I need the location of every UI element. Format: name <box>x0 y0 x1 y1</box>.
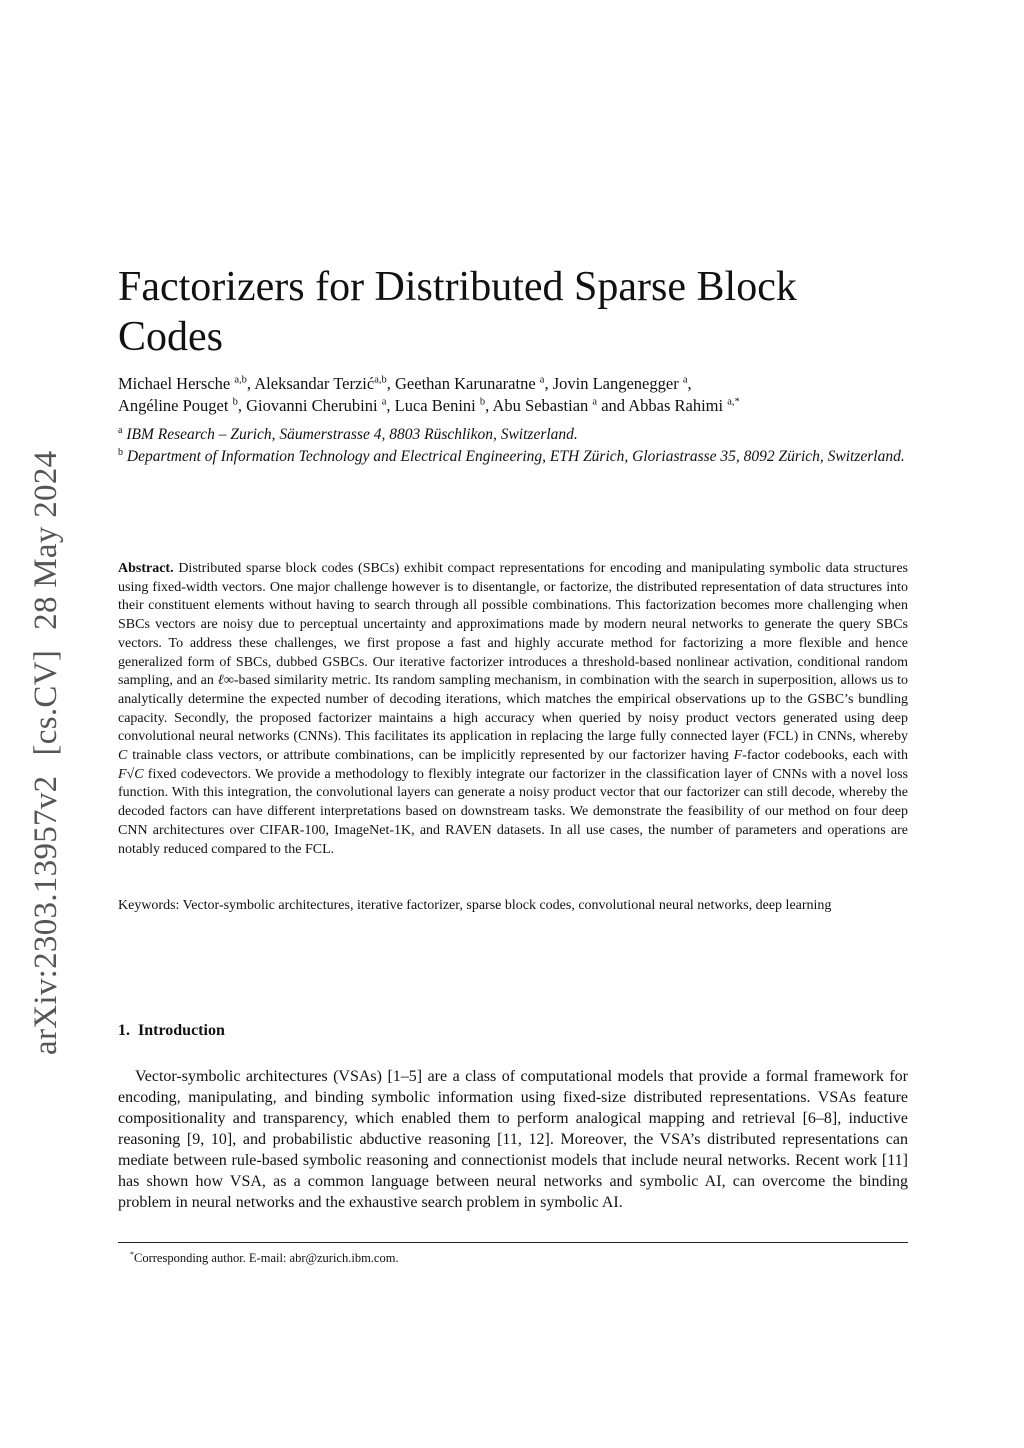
author-line-1 <box>118 373 908 395</box>
section-number: 1. <box>118 1022 130 1039</box>
abstract-text: fixed codevectors. We provide a methodology to flexibly integrate our factorizer in the classification layer of CNNs with a novel loss function. With this integration, the convolutional layers can generate a noisy product vector that our factorizer can still decode, whereby the decoded factors can have different interpretations based on downstream tasks. We demonstrate the feasibility of our method on four deep CNN architectures over CIFAR-100, ImageNet-1K, and RAVEN datasets. In all use cases, the number of parameters and operations are notably reduced compared to the FCL. <box>118 766 908 857</box>
introduction-paragraph: Vector-symbolic architectures (VSAs) [1–5] are a class of computational models that provide a formal framework for encoding, manipulating, and binding symbolic information using fixed-size distributed representations. VSAs feature compositionality and transparency, which enabled them to perform analogical mapping and retrieval [6–8], inductive reasoning [9, 10], and probabilistic abductive reasoning [11, 12]. Moreover, the VSA’s distributed representations can mediate between rule-based symbolic reasoning and connectionist models that include neural networks. Recent work [11] has shown how VSA, as a common language between neural networks and symbolic AI, can overcome the binding problem in neural networks and the exhaustive search problem in symbolic AI. <box>118 1068 908 1211</box>
affiliation-text: Department of Information Technology and Electrical Engineering, ETH Zürich, Gloriastrasse 35, 8092 Zürich, Switzerland. <box>126 448 905 465</box>
section-title: Introduction <box>138 1022 225 1039</box>
arxiv-identifier-stamp <box>28 435 65 1055</box>
abstract-math-linf: ℓ∞ <box>217 673 234 689</box>
author-separator: , <box>246 374 255 393</box>
author-line-2 <box>118 395 908 417</box>
footnote <box>130 1247 908 1266</box>
author-affiliation-mark: a <box>381 396 387 408</box>
abstract-text: Distributed sparse block codes (SBCs) exhibit compact representations for encoding and manipulating symbolic data structures using fixed-width vectors. One major challenge however is to disentangle, or factorize, the distributed representation of data structures into their constituent elements without having to search through all possible combinations. This factorization becomes more challenging when SBCs vectors are noisy due to perceptual uncertainty and approximations made by modern neural networks to generate the query SBCs vectors. To address these challenges, we first propose a fast and highly accurate method for factorizing a more flexible and hence generalized form of SBCs, dubbed GSBCs. Our iterative factorizer introduces a threshold-based nonlinear activation, conditional random sampling, and an <box>118 561 909 689</box>
footnote-divider <box>118 1242 908 1243</box>
author-name: Abu Sebastian <box>492 396 589 415</box>
abstract-label: Abstract. <box>118 561 174 576</box>
author-name: Luca Benini <box>394 396 476 415</box>
author-name: Michael Hersche <box>118 374 231 393</box>
author-name: Aleksandar Terzić <box>254 374 375 393</box>
author-affiliation-mark: b <box>479 396 486 408</box>
author-affiliation-mark: a <box>539 374 545 386</box>
abstract-math-f: F <box>733 748 743 764</box>
author-name: Geethan Karunaratne <box>395 374 536 393</box>
arxiv-category: [cs.CV] <box>28 649 64 756</box>
author-affiliation-mark: a <box>682 374 688 386</box>
footnote-text: Corresponding author. E-mail: abr@zurich.ibm.com. <box>134 1251 399 1266</box>
arxiv-date: 28 May 2024 <box>28 450 64 630</box>
author-separator: , <box>687 374 692 393</box>
section-heading <box>118 1022 908 1040</box>
footnote-mark: * <box>130 1250 134 1259</box>
abstract-math-c: C <box>118 748 128 764</box>
author-name: Abbas Rahimi <box>628 396 724 415</box>
abstract-text: -based similarity metric. Its random sampling mechanism, in combination with the search in superposition, allows us to analytically determine the expected number of decoding iterations, which matches the empirical observations up to the GSBC’s bundling capacity. Secondly, the proposed factorizer maintains a high accuracy when queried by noisy product vectors generated using deep convolutional neural networks (CNNs). This facilitates its application in replacing the large fully connected layer (FCL) in CNNs, whereby <box>118 673 908 745</box>
affiliation-mark: a <box>118 424 123 436</box>
author-affiliation-mark: b <box>232 396 238 408</box>
author-separator: and <box>597 396 629 415</box>
author-affiliation-mark: a <box>592 396 598 408</box>
paper-title: Factorizers for Distributed Sparse Block Codes <box>118 264 797 360</box>
author-name: Angéline Pouget <box>118 396 229 415</box>
abstract-text: -factor codebooks, each with <box>742 748 908 764</box>
author-separator: , <box>386 374 396 393</box>
author-separator: , <box>544 374 553 393</box>
author-name: Jovin Langenegger <box>552 374 679 393</box>
author-separator: , <box>485 396 493 415</box>
affiliation-a <box>118 424 908 446</box>
abstract <box>118 560 908 859</box>
author-affiliation-mark: a,b <box>374 374 387 386</box>
author-affiliation-mark: a,* <box>727 396 740 408</box>
author-name: Giovanni Cherubini <box>246 396 378 415</box>
affiliation-mark: b <box>118 446 123 458</box>
author-affiliation-mark: a,b <box>234 374 247 386</box>
author-separator: , <box>386 396 395 415</box>
keywords: Keywords: Vector-symbolic architectures, iterative factorizer, sparse block codes, convolutional neural networks, deep learning <box>118 898 832 913</box>
affiliation-text: IBM Research – Zurich, Säumerstrasse 4, 8803 Rüschlikon, Switzerland. <box>126 426 578 443</box>
abstract-math-root: F√C <box>118 766 144 782</box>
author-list <box>118 373 908 417</box>
affiliation-b <box>118 446 908 468</box>
abstract-text: trainable class vectors, or attribute combinations, can be implicitly represented by our factorizer having <box>127 748 734 764</box>
author-separator: , <box>237 396 247 415</box>
arxiv-id: arXiv:2303.13957v2 <box>28 775 64 1055</box>
